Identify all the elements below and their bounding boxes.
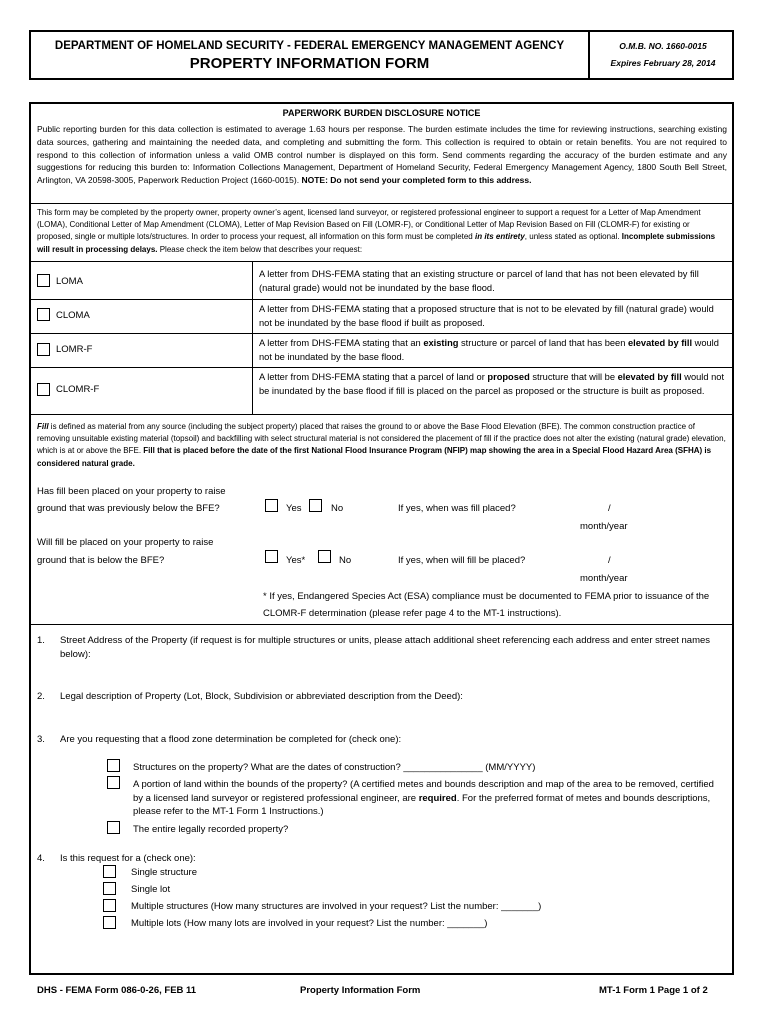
request-type-label: CLOMA	[56, 310, 90, 321]
fill-term: Fill	[37, 422, 49, 431]
fill-question-1-line2: ground that was previously below the BFE?	[37, 503, 220, 514]
table-row-line	[31, 333, 732, 334]
single-structure-checkbox[interactable]	[103, 865, 116, 878]
notice-body	[37, 123, 727, 187]
month-year-label: month/year	[580, 521, 628, 532]
lomr-f-checkbox[interactable]	[37, 343, 50, 356]
question-3-determination: Are you requesting that a flood zone determination be completed for (check one):	[60, 734, 402, 745]
form-title: PROPERTY INFORMATION FORM	[189, 55, 430, 72]
agency-name: DEPARTMENT OF HOMELAND SECURITY - FEDERAL EMERGENCY MANAGEMENT AGENCY	[54, 40, 565, 52]
entire-property-checkbox[interactable]	[107, 821, 120, 834]
intro-text: This form may be completed by the property owner, property owner’s agent, licensed land surveyor, or registered professional engineer to support a request for a Letter of Map Amendment (LOMA), Conditional Letter of Map Amendment (CLOMA), Letter of Map Revision Based on Fill (LOMR-F), or Conditional Letter of Map Revision Based on Fill (CLOMR-F) for existing or proposed, single or multiple lots/structures. In order to process your request, all information on this form must be completed	[37, 208, 701, 242]
fill-will-be-placed-yes-checkbox[interactable]	[265, 550, 278, 563]
structures-checkbox[interactable]	[107, 759, 120, 772]
multiple-structures-checkbox[interactable]	[103, 899, 116, 912]
single-lot-checkbox[interactable]	[103, 882, 116, 895]
esa-note: * If yes, Endangered Species Act (ESA) compliance must be documented to FEMA prior to issuance of the CLOMR-F determination (please refer page 4 to the MT-1 instructions).	[263, 591, 710, 619]
clomr-f-checkbox[interactable]	[37, 383, 50, 396]
question-number: 3.	[37, 734, 45, 745]
table-row-line	[31, 367, 732, 368]
q3-option-structures: Structures on the property? What are the dates of construction? _______________ (MM/YYYY)	[133, 762, 536, 773]
fill-will-be-placed-no-checkbox[interactable]	[318, 550, 331, 563]
question-number: 1.	[37, 635, 45, 646]
question-4-request-for: Is this request for a (check one):	[60, 853, 196, 864]
fill-definition-bold: Fill that is placed before the date of the first National Flood Insurance Program (NFIP) map showing the area in a Special Flood Hazard Area (SFHA) is considered natural grade.	[37, 446, 712, 468]
fill-placed-no-checkbox[interactable]	[309, 499, 322, 512]
q4-option-single-structure: Single structure	[131, 867, 198, 878]
form-header	[29, 30, 734, 80]
request-type-description: A letter from DHS-FEMA stating that a proposed structure that is not to be elevated by fill (natural grade) would not be inundated by the base flood if built as proposed.	[259, 304, 714, 328]
footer-form-name: Property Information Form	[300, 985, 421, 996]
fill-question-1-line1: Has fill been placed on your property to raise	[37, 486, 226, 497]
fill-future-date-question: If yes, when will fill be placed?	[398, 555, 526, 566]
yes-label: Yes*	[286, 555, 306, 566]
intro-instruction: Please check the item below that describes your request:	[159, 244, 363, 254]
page-number: MT-1 Form 1 Page 1 of 2	[599, 985, 708, 996]
header-divider	[588, 32, 590, 78]
no-label: No	[339, 555, 352, 566]
request-type-description: A letter from DHS-FEMA stating that an existing structure or parcel of land that has not been elevated by fill (natural grade) would not be inundated by the base flood.	[259, 269, 699, 293]
multiple-lots-checkbox[interactable]	[103, 916, 116, 929]
q3-option-entire-property: The entire legally recorded property?	[133, 824, 289, 835]
notice-note: NOTE: Do not send your completed form to this address.	[301, 175, 532, 186]
fill-placed-yes-checkbox[interactable]	[265, 499, 278, 512]
request-type-label: CLOMR-F	[56, 384, 100, 395]
notice-heading: PAPERWORK BURDEN DISCLOSURE NOTICE	[282, 108, 481, 118]
question-1-street-address: Street Address of the Property (if request is for multiple structures or units, please attach additional sheet referencing each address and enter street names below):	[60, 635, 711, 660]
table-top-line	[31, 261, 732, 262]
loma-checkbox[interactable]	[37, 274, 50, 287]
fill-placed-date-question: If yes, when was fill placed?	[398, 503, 516, 514]
notice-text: Public reporting burden for this data collection is estimated to average 1.63 hours per response. The burden estimate includes the time for reviewing instructions, searching existing data sources, gathering and maintaining the needed data, and completing and submitting the form. This collection is required to obtain or retain benefits. You are not required to respond to this collection of information unless a valid OMB control number is displayed on this form. Send comments regarding the accuracy of the burden estimate and any suggestions for reducing this burden to: Information Collections Management, Department of Homeland Security, Federal Emergency Management Agency, 1800 South Bell Street, Arlington, VA 20598-3005, Paperwork Reduction Project (1660-0015).	[37, 124, 727, 186]
fill-question-2-line2: ground that is below the BFE?	[37, 555, 165, 566]
q4-option-single-lot: Single lot	[131, 884, 171, 895]
omb-number: O.M.B. NO. 1660-0015	[619, 41, 707, 51]
q4-option-multiple-lots: Multiple lots (How many lots are involved in your request? List the number: _______)	[131, 918, 488, 929]
date-slash: /	[608, 503, 611, 514]
cloma-checkbox[interactable]	[37, 308, 50, 321]
table-row-line	[31, 299, 732, 300]
q3-option-portion-of-land: A portion of land within the bounds of the property? (A certified metes and bounds description and map of the area to be removed, certified by a licensed land surveyor or registered professional engineer, are required. For the preferred format of metes and bounds descriptions, please refer to the MT-1 Form 1 Instructions.)	[133, 779, 714, 817]
intro-warning: Incomplete submissions will result in processing delays.	[37, 232, 716, 254]
yes-label: Yes	[286, 503, 302, 514]
request-type-label: LOMR-F	[56, 344, 93, 355]
fill-definition-text: is defined as material from any source (including the subject property) placed that raises the ground to or above the Base Flood Elevation (BFE). The common construction practice of removing unsuitable existing material (topsoil) and backfilling with select structural material is not considered the placement of fill if the practice does not alter the existing (natural grade) elevation, which is at or above the BFE.	[37, 422, 726, 456]
date-slash: /	[608, 555, 611, 566]
intro-emphasis: in its entirety	[475, 232, 525, 242]
table-bottom-line	[31, 414, 732, 415]
request-type-label: LOMA	[56, 276, 83, 287]
form-number: DHS - FEMA Form 086-0-26, FEB 11	[37, 985, 197, 996]
divider	[31, 203, 732, 204]
fill-definition	[37, 421, 727, 470]
q4-option-multiple-structures: Multiple structures (How many structures are involved in your request? List the number: _______)	[131, 901, 542, 912]
no-label: No	[331, 503, 344, 514]
portion-of-land-checkbox[interactable]	[107, 776, 120, 789]
intro-text-2: , unless stated as optional.	[524, 232, 620, 242]
divider	[31, 624, 732, 625]
expiration-date: Expires February 28, 2014	[610, 58, 716, 68]
intro-paragraph	[37, 207, 727, 256]
fill-question-2-line1: Will fill be placed on your property to raise	[37, 537, 214, 548]
table-column-divider	[252, 261, 253, 414]
request-type-description: A letter from DHS-FEMA stating that a parcel of land or proposed structure that will be elevated by fill would not be inundated by the base flood if fill is placed on the parcel as proposed or the structure is built as proposed.	[259, 372, 725, 396]
question-number: 2.	[37, 691, 45, 702]
month-year-label: month/year	[580, 573, 628, 584]
request-type-description: A letter from DHS-FEMA stating that an existing structure or parcel of land that has been elevated by fill would not be inundated by the base flood.	[259, 338, 719, 362]
question-number: 4.	[37, 853, 45, 864]
question-2-legal-description: Legal description of Property (Lot, Block, Subdivision or abbreviated description from the Deed):	[60, 691, 463, 702]
